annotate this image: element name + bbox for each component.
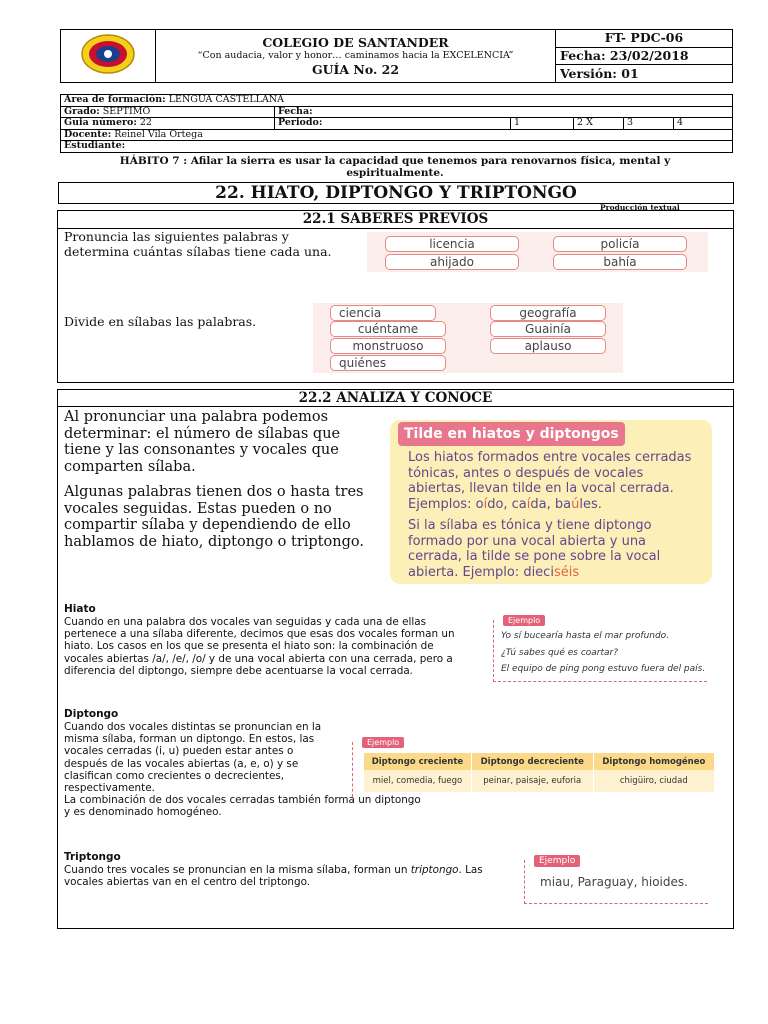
diptongo-title: Diptongo bbox=[64, 708, 119, 720]
school-crest-icon bbox=[80, 33, 136, 75]
guide-cell: Guia número: 22 bbox=[61, 118, 275, 130]
triptongo-examples: miau, Paraguay, hioides. bbox=[540, 875, 688, 889]
word-chip: bahía bbox=[553, 254, 687, 270]
info-table bbox=[60, 94, 733, 153]
period-label-cell: Periodo: bbox=[275, 118, 511, 130]
word-chip: geografía bbox=[490, 305, 606, 321]
header-table bbox=[60, 29, 733, 83]
grade-cell: Grado: SEPTIMO bbox=[61, 106, 275, 118]
school-motto: “Con audacia, valor y honor… caminamos hacia la EXCELENCIA” bbox=[197, 50, 514, 61]
main-title: 22. HIATO, DIPTONGO Y TRIPTONGO bbox=[58, 182, 734, 204]
section2-title: 22.2 ANALIZA Y CONOCE bbox=[57, 389, 734, 407]
subtitle-right: Producción textual bbox=[600, 203, 680, 212]
section1-instruction1: Pronuncia las siguientes palabras y determina cuántas sílabas tiene cada una. bbox=[64, 229, 332, 259]
table-header: Diptongo homogéneo bbox=[602, 756, 706, 767]
word-chip: monstruoso bbox=[330, 338, 446, 354]
period-4[interactable]: 4 bbox=[674, 118, 733, 130]
hiato-example: ¿Tú sabes qué es coartar? bbox=[501, 647, 619, 658]
section2-paragraph1: Al pronunciar una palabra podemos determinar: el número de sílabas que tiene y las consonantes y vocales que comparten sílaba. bbox=[64, 409, 341, 475]
hiato-example: Yo sí bucearía hasta el mar profundo. bbox=[501, 631, 670, 641]
word-chip: ahijado bbox=[385, 254, 519, 270]
table-header: Diptongo decreciente bbox=[471, 753, 593, 770]
word-chip: policía bbox=[553, 236, 687, 252]
word-chip: licencia bbox=[385, 236, 519, 252]
teacher-row: Docente: Reinel Vila Ortega bbox=[61, 129, 733, 141]
hiato-text: Cuando en una palabra dos vocales van seguidas y cada una de ellas pertenece a una sílaba diferente, decimos que esas dos vocales forman un hiato. Los casos en los que se presenta el hiato son: la combinación de vocales abiertas /a/, /e/, /o/ y de una vocal abierta con una cerrada, pero a diferencia del diptongo, siempre debe acentuarse la vocal cerrada. bbox=[64, 616, 455, 677]
section1-instruction2: Divide en sílabas las palabras. bbox=[64, 314, 257, 329]
triptongo-example-tag: Ejemplo bbox=[534, 855, 580, 867]
document-version: Versión: 01 bbox=[556, 65, 733, 83]
period-1[interactable]: 1 bbox=[511, 118, 574, 130]
tilde-box-text1: Los hiatos formados entre vocales cerradas tónicas, antes o después de vocales abiertas, llevan tilde en la vocal cerrada. Ejemplos: oído, caída, baúles. bbox=[408, 450, 692, 512]
table-cell: chigüiro, ciudad bbox=[619, 776, 688, 786]
section1-title: 22.1 SABERES PREVIOS bbox=[57, 210, 734, 229]
date-cell: Fecha: bbox=[275, 106, 733, 118]
school-info-cell bbox=[156, 30, 556, 83]
section2-paragraph2: Algunas palabras tienen dos o hasta tres vocales seguidas. Estas pueden o no compartir sílaba y dependiendo de ello hablamos de hiato, diptongo o triptongo. bbox=[64, 484, 364, 550]
period-2[interactable]: 2 X bbox=[574, 118, 624, 130]
hiato-examples bbox=[501, 628, 705, 678]
table-cell: miel, comedia, fuego bbox=[364, 770, 471, 792]
tilde-box-title: Tilde en hiatos y diptongos bbox=[398, 422, 625, 446]
triptongo-text: Cuando tres vocales se pronuncian en la misma sílaba, forman un triptongo. Las vocales abiertas van en el centro del triptongo. bbox=[64, 864, 483, 889]
diptongo-table bbox=[364, 753, 714, 792]
guide-number: GUÍA No. 22 bbox=[311, 62, 400, 77]
area-row: Area de formación: LENGUA CASTELLANA bbox=[61, 95, 733, 107]
word-chip: cuéntame bbox=[330, 321, 446, 337]
student-row[interactable]: Estudiante: bbox=[61, 141, 733, 153]
habit-statement: HÁBITO 7 : Afilar la sierra es usar la capacidad que tenemos para renovarnos física, mental y espiritualmente. bbox=[119, 155, 671, 179]
logo-cell bbox=[61, 30, 156, 83]
word-chip: ciencia bbox=[330, 305, 436, 321]
hiato-title: Hiato bbox=[64, 603, 96, 615]
hiato-example: El equipo de ping pong estuvo fuera del país. bbox=[501, 664, 706, 674]
word-chip: aplauso bbox=[490, 338, 606, 354]
word-chip: quiénes bbox=[330, 355, 446, 371]
table-header: Diptongo creciente bbox=[364, 753, 471, 770]
document-date: Fecha: 23/02/2018 bbox=[556, 47, 733, 65]
tilde-box-text2: Si la sílaba es tónica y tiene diptongo formado por una vocal abierta y una cerrada, la tilde se pone sobre la vocal abierta. Ejemplo: dieciséis bbox=[408, 518, 661, 580]
diptongo-example-tag: Ejemplo bbox=[362, 737, 404, 748]
diptongo-text: Cuando dos vocales distintas se pronuncian en la misma sílaba, forman un diptongo. En estos, las vocales cerradas (i, u) pueden estar antes o después de las vocales abiertas (a, e, o) y se clasifican como crecientes o decrecientes, respectivamente. bbox=[64, 721, 322, 795]
word-chip: Guainía bbox=[490, 321, 606, 337]
diptongo-text2: La combinación de dos vocales cerradas también forma un diptongo y es denominado homogéneo. bbox=[64, 794, 421, 819]
triptongo-title: Triptongo bbox=[64, 851, 121, 863]
table-cell: peinar, paisaje, euforia bbox=[471, 770, 593, 792]
period-3[interactable]: 3 bbox=[624, 118, 674, 130]
school-name: COLEGIO DE SANTANDER bbox=[262, 35, 449, 50]
document-code: FT- PDC-06 bbox=[556, 30, 733, 48]
hiato-example-tag: Ejemplo bbox=[503, 615, 545, 626]
